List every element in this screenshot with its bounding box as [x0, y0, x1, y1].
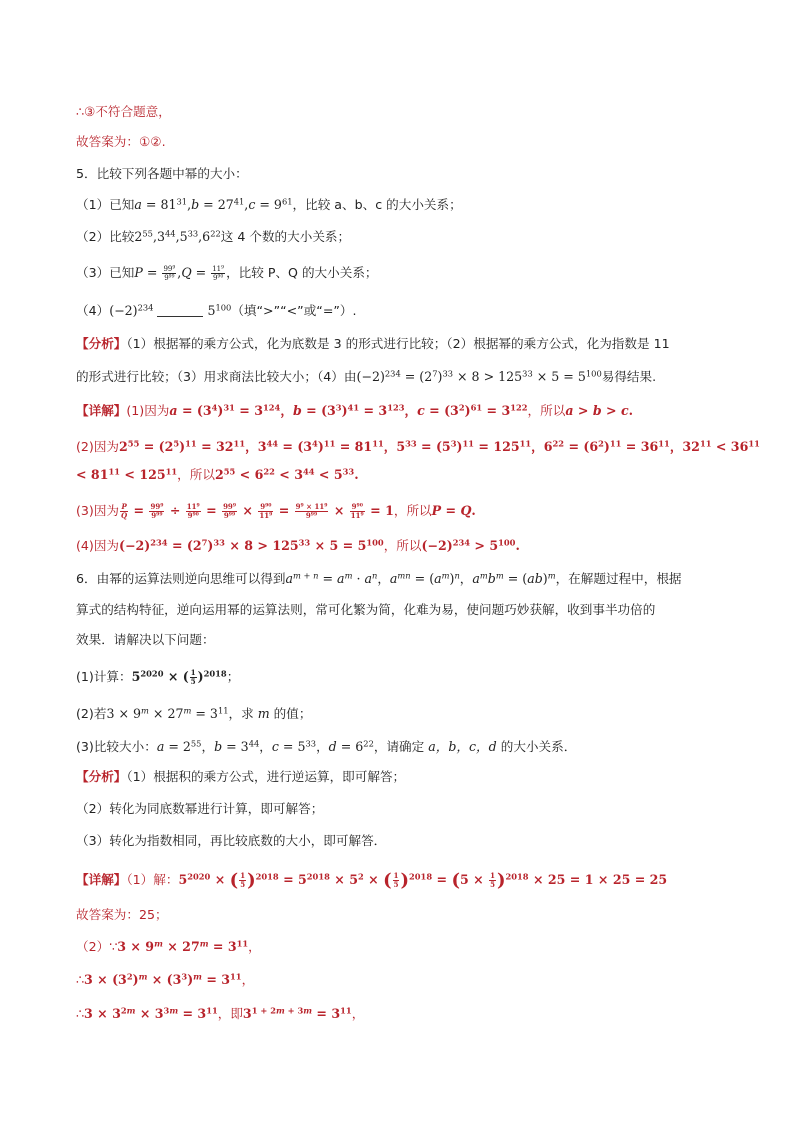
q6-intro-1: 6．由幂的运算法则逆向思维可以得到$a^{m + n} = a^m \cdot a^n$，$a^{mn} = (a^m)^n$，$a^mb^m = (ab)^m$，在解题过程中，根据 — [76, 570, 682, 586]
q5-title: 5．比较下列各题中幂的大小： — [76, 166, 248, 181]
q5-analysis-1: 【分析】（1）根据幂的乘方公式，化为底数是 3 的形式进行比较；（2）根据幂的乘方公式，化为指数是 11 — [76, 336, 670, 351]
q6-item-3: (3)比较大小：$a = 2^{55}$，$b = 3^{44}$，$c = 5^{33}$，$d = 6^{22}$，请确定 a，b，c，d 的大小关系． — [76, 738, 577, 754]
q6-item-2: (2)若$3 \times 9^m \times 27^m = 3^{11}$，求 m 的值； — [76, 705, 312, 721]
q5-detail-2a: (2)因为$2^{55} = (2^5)^{11} = 32^{11}$，$3^{44} = (3^4)^{11} = 81^{11}$，$5^{33} = (5^3)^{11} = 125^{11}$，$6^{22} = (6^2)^{11} = 36^{11}$，$32^{11} < 36^{11}$ — [76, 438, 760, 454]
q5-detail-3: (3)因为 $\frac{P}{Q}$ = $\frac{99^9}{9^{99}}$ ÷ $\frac{11^9}{9^{90}}$ = $\frac{99^9}{9^{99}}$ × $\frac{9^{90}}{11^9}$ = $\frac{9^9 \times 11^9}{9^{99}}$ × $\frac{9^{90}}{11^9}$ = 1，所以P = Q. — [76, 502, 476, 520]
q5-analysis-2: 的形式进行比较；（3）用求商法比较大小；（4）由$(-2)^{234} = (2^7)^{33} \times 8 > 125^{33} \times 5 = 5^{100}$易得结果. — [76, 368, 657, 384]
q6-intro-3: 效果．请解决以下问题： — [76, 632, 215, 647]
q6-detail-1: 【详解】（1）解：$5^{2020}$ × ( $\frac{1}{5}$ )$^{2018} = 5^{2018} \times 5^2$ × ( $\frac{1}{5}$ )$^{2018}$ = (5 × $\frac{1}{5}$ )$^{2018}$ × 25 = 1 × 25 = 25 — [76, 870, 668, 891]
line-not-meet: ∴③不符合题意， — [76, 104, 171, 119]
answer-blank[interactable] — [157, 316, 203, 317]
q6-analysis-1: 【分析】（1）根据积的乘方公式，进行逆运算，即可解答； — [76, 769, 406, 784]
q6-item-1: (1)计算：$5^{2020}$ × ( $\frac{1}{5}$ )$^{2018}$； — [76, 668, 240, 686]
q6-answer-25: 故答案为：25； — [76, 907, 168, 922]
q5-part3: （3）已知P = $\frac{99^9}{9^{99}}$ ,Q = $\frac{11^9}{9^{90}}$ ，比较 P、Q 的大小关系； — [76, 265, 378, 282]
q6-intro-2: 算式的结构特征，逆向运用幂的运算法则，常可化繁为简，化难为易，使问题巧妙获解，收到事半功倍的 — [76, 602, 656, 617]
q6-analysis-2: （2）转化为同底数幂进行计算，即可解答； — [76, 801, 324, 816]
q5-detail-4: (4)因为$(-2)^{234} = (2^7)^{33} \times 8 > 125^{33} \times 5 = 5^{100}$，所以$(-2)^{234} > 5^{100}$. — [76, 537, 520, 553]
q5-part4: $(4)(-2)^{234}$ $5^{100}$（填“>”“<”或“=”）. — [76, 302, 357, 318]
q6-detail-2: （2）∵3 × $9^m \times 27^m = 3^{11}$， — [76, 938, 261, 954]
q6-analysis-3: （3）转化为指数相同，再比较底数的大小，即可解答． — [76, 833, 387, 848]
q5-part1: （1）已知$a = 81^{31},b = 27^{41},c = 9^{61}$，比较 a、b、c 的大小关系； — [76, 196, 462, 212]
q5-detail-1: 【详解】(1)因为$a = (3^4)^{31} = 3^{124}$，$b = (3^3)^{41} = 3^{123}$，$c = (3^2)^{61} = 3^{122}$，所以a > b > c. — [76, 402, 634, 418]
q5-detail-2b: < $81^{11} < 125^{11}$，所以$2^{55} < 6^{22} < 3^{44} < 5^{33}$. — [76, 466, 359, 482]
q6-detail-4: ∴3 × $3^{2m} \times 3^{3m} = 3^{11}$，即$3^{1 + 2m + 3m} = 3^{11}$， — [76, 1005, 365, 1021]
q5-part2: （2）比较$2^{55},3^{44},5^{33},6^{22}$这 4 个数的大小关系； — [76, 228, 351, 244]
line-answer-12: 故答案为：①②. — [76, 134, 166, 149]
q6-detail-3: ∴3 × $(3^2)^m \times (3^3)^m = 3^{11}$， — [76, 971, 255, 987]
